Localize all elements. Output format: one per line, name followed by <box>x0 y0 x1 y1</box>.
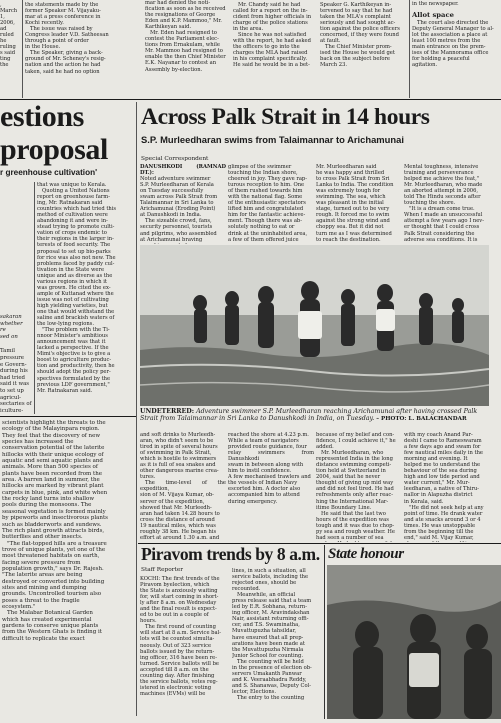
state-honour-headline: State honour <box>328 546 404 562</box>
left-margin-fragments: sakaran whether re sed on Tamil pressure e Govern- during his had tried said it was to set up agricul- sectaries of iculture- <box>0 314 32 412</box>
palk-subhead: S.P. Murleedharan swims from Talaimannar to Arichamunai <box>141 134 404 145</box>
top-story-col-1: the statements made by the former Speaker M. Vijayaku- mar at a press conference in Kochi recently. The issue was raised by Congress leader V.D. Satheesan through a point of order in the House. The Speaker, giving a back- ground of Mr. Scheney's resig- nation and the action he had taken, said he had no option <box>25 2 109 75</box>
palk-col-4: Mental toughness, intensive training and perseverance helped me achieve the feat," Mr. Murleedharan, who made an aborted attempt in 2006, told The Hindu seconds after touching the shore. "It is a dream come true. When I made an unsuccessful attempt a few years ago I nev- er thought that I could cross Palk Strait considering the adverse sea conditions. It is <box>404 164 484 243</box>
top-left-fragment: , March 1, 2006, ad ruled he ruling s said ting the <box>0 2 18 69</box>
allot-space-story: in the newspaper. Allot space The court also directed the Deputy General Manager to al- lot the association a place at least 100 metres from the main entrance on the prem- ises of the Mannorama office for holding a peaceful agitation. <box>412 1 500 98</box>
allot-space-heading: Allot space <box>412 11 454 20</box>
swimmer-photo-scene <box>140 245 489 406</box>
palk-lower-col-1: and soft drinks to Murleedh- aran, who didn't seem to be tired in spite of several hours of swimming in Palk Strait, which is hostile to swimmers as it is full of sea snakes and other dangerous marine crea- tures. The time-level of the expedition, sion of M. Vijaya Kumar, ob- server of the expedition, showed that Mr. Murleedh- aran had taken 14.28 hours to cross the distance of around 19 nautical miles, which was roughly 38 km. He began his effort at around 1.30 a.m. and <box>140 432 226 541</box>
palk-headline: Across Palk Strait in 14 hours <box>141 104 430 130</box>
left-story-deck: r greenhouse cultivation' <box>0 168 98 177</box>
palk-lower-col-4: with my coach Anand Par- deshi I came to Rameswaram a few days ago and swam for few nautical miles daily in the morning and evening. It helped me to understand the behaviour of the sea during high and low tide period and water current," Mr. Mur- leedharan, a native of Thiru- nallor in Alapuzha district in Kerala, said. "He did not seek help at any point of time. He drank water and ate snacks around 3 or 4 times. He was unstoppable from the beginning till the end," said M. Vijay Kumar, <box>404 432 484 541</box>
top-story-col-2: mar had denied the noti- fication as soon as he received the resignations of George Eden and K.P. Mammoo," Mr. Karthikeyan said. Mr. Eden had resigned to contest the Parliament elec- tions from Ernakulam, while Mr. Mammoo had resigned to enable the then Chief Minister E.K. Nayanar to contest an Assembly by-election. <box>145 0 226 73</box>
palk-col-2: glimpse of the swimmer touching the Indian shore, cheered in joy. They gave rap- turous reception to him. One of them rushed towards him with the national flag. Some of the enthusiastic spectators lifted him and congratulated him for the fantastic achieve- ment. Though there was ab- solutely nothing to eat or drink at the uninhabited area, a few of them offered juice <box>228 164 308 243</box>
column-divider <box>136 102 137 716</box>
piravom-byline: Staff Reporter <box>141 567 184 573</box>
top-story-col-4: Speaker G. Karthikeyan in- tervened to say that he had taken the MLA's complaint seriously and had sought ac- tion against the police officers concerned, if they were found at fault. The Chief Minister prom- ised the House he would get back on the subject before March 23. <box>320 2 400 69</box>
column-divider <box>34 182 35 414</box>
palk-byline: Special Correspondent <box>141 156 209 162</box>
piravom-col-2: lines, in such a situation, all service ballots, including the rejected ones, should be recounted. Meanwhile, an official press release said that a team led by E.R. Sobhana, return- ing officer, M. Aravindakshan Nair, assistant returning offi- cer, and T.S. Swaminatha, Muvattupuzha tahsildar, have ensured that all prep- arations have been made at the Muvattupuzha Nirmala Junior School for counting. The counting will be held in the presence of election ob- servers Umakanth Panwar and K. Veeraabhadra Reddy, and S. Shanawas, Deputy Col- lector, Elections. The entry to the counting <box>232 568 312 701</box>
column-divider <box>324 545 325 719</box>
caption-text: Adventure swimmer S.P. Murleedharan reaching Arichamunai after having crossed Palk Strait from Talaimannar in Sri Lanka to Danushkodi in India, on Tuesday. <box>140 408 478 423</box>
palk-lower-col-2: reached the shore at 4.23 p.m. While a team of navigators provided route guidance, four relay swimmers from Danushkodi swam in between along with him to instil confidence. A few mechanised trawlers and the vessels of Indian Navy escorted him. A doctor also accompanied him to attend during emergency. <box>228 432 314 505</box>
state-honour-photo-scene <box>327 565 501 719</box>
piravom-headline: Piravom trends by 8 a.m. <box>141 544 320 564</box>
swimmer-photo <box>140 245 489 406</box>
column-divider <box>22 0 23 98</box>
column-divider <box>409 0 410 98</box>
caption-lead: UNDETERRED: <box>140 408 195 415</box>
top-story-col-3: Mr. Chandy said he had called for a report on the in- cident from higher officials in charge of the police stations in the area. Since he was not satisfied with the report, he had asked the officers to go into the charges the MLA had raised in his complaint specifically. He said he would be in a bet- <box>233 2 312 69</box>
photo-credit: – PHOTO: L. BALACHANDAR <box>376 416 467 423</box>
left-story-headline-1: estions <box>0 100 84 133</box>
section-rule <box>0 416 136 417</box>
palk-col-1: DANUSHKODI (RAMNAD DT.): Noted adventure swimmer S.P. Murleedharan of Kerala on Tuesday successfully swam across Palk Strait from Talaimannar in Sri Lanka to Arichamunai (Eroding Point) at Danushkodi in India. The sizeable crowd, fans, security personnel, tourists and pilgrims, who assembled at Arichamunai braving <box>140 164 226 243</box>
left-story-col-b: scientists highlight the threats to the ecology of the Malayinpara region. They feel that the discovery of new species has increased the conservation potential of the laterite hillocks with their unique ecology of aquatic and semi aquatic plants and animals. More than 500 species of plants have been recorded from the area. A barren land in summer, the hillocks are marked by vibrant plant carpets in blue, pink, and white when the rocky land turns into shallow pools during the monsoons. The seasonal vegetation is formed mainly by pipeworts and insectivorous plants such as bladderworts and sundews. The rich plant growth attracts birds, butterflies and other insects. "The flat-topped hills are a treasure trove of unique plants, yet one of the most threatened habitats on earth, facing severe pressure from population growth," says Dr. Rajesh. "The laterite areas are being destroyed or converted into building sites and mining and dumping grounds. Uncontrolled tourism also poses a threat to the fragile ecosystem." The Malabar Botanical Garden which has created experimental gardens to conserve unique plants from the Western Ghats is finding it difficult to replicate the exact <box>2 420 108 642</box>
palk-col-3: Mr. Murleedharan said he was happy and thrilled to cross Palk Strait from Sri Lanka to India. The condition was extremely tough for swimming. The sea, which was pleasant in the initial stage, turned out to be very rough. It forced me to swim against the strong wind and choppy sea. But it did not turn me as I was determined to reach the destination. <box>316 164 394 243</box>
palk-lower-col-3: because of my belief and con- fidence, I could achieve it," he added. Mr. Murleedharan, who represented India in the long distance swimming competi- tion held at Switzerland in 2004, said that he never thought of giving up mid way and did not feel tired. He had refreshments only after reac- hing the International Mar- itime Boundary Line. He said that the last two hours of the expedition was tough and it was due to chop- py sea and rough weather. He had seen a number of sea <box>316 432 396 541</box>
piravom-col-1: KOCHI: The first trends of the Piravom byelection, which the State is anxiously waiting for, will start coming in short- ly after 8 a.m. on Wednesday and the final result is expect- ed to be out in a couple of hours. The first round of counting will start at 8 a.m. Service bal- lots will be counted simulta- neously. Out of 323 service ballots issued by the return- ing officer, 316 have been re- turned. Service ballots will be accepted till 8 a.m. on the counting day. After finishing the service ballots, votes reg- istered in electronic voting machines (EVMs) will be <box>140 576 221 697</box>
photo-caption <box>140 408 489 424</box>
left-story-col-a: that was unique to Kerala. Quoting a United Nations report on greenhouse farm- ing, Mr. Ratnakaran said countries which had tried this method of cultivation were abandoning it and were in- stead trying to promote culti- vation of crops endemic to their regions in the larger in- terests of food security. The proposal to set up bio-parks for rice was also not new. The problems faced by paddy cul- tivation in the State were unique and as diverse as the various regions in which it was grown. He cited the ex- ample of Kuttanad where the issue was not of cultivating high yielding varieties, but one that would withstand the saline and brackish waters of the low-lying regions. "The problem with the Ti- nnoor Minister's ambitious announcement was that it lacked a perspective. If the Mimi's objective is to give a boost to agriculture produc- tion and productivity, then he should adopt the policy per- spectives formulated by the previous LDF government," Mr. Ratnakaran said. <box>37 182 117 394</box>
state-honour-photo <box>327 565 501 719</box>
left-story-headline-2: proposal <box>0 133 108 166</box>
